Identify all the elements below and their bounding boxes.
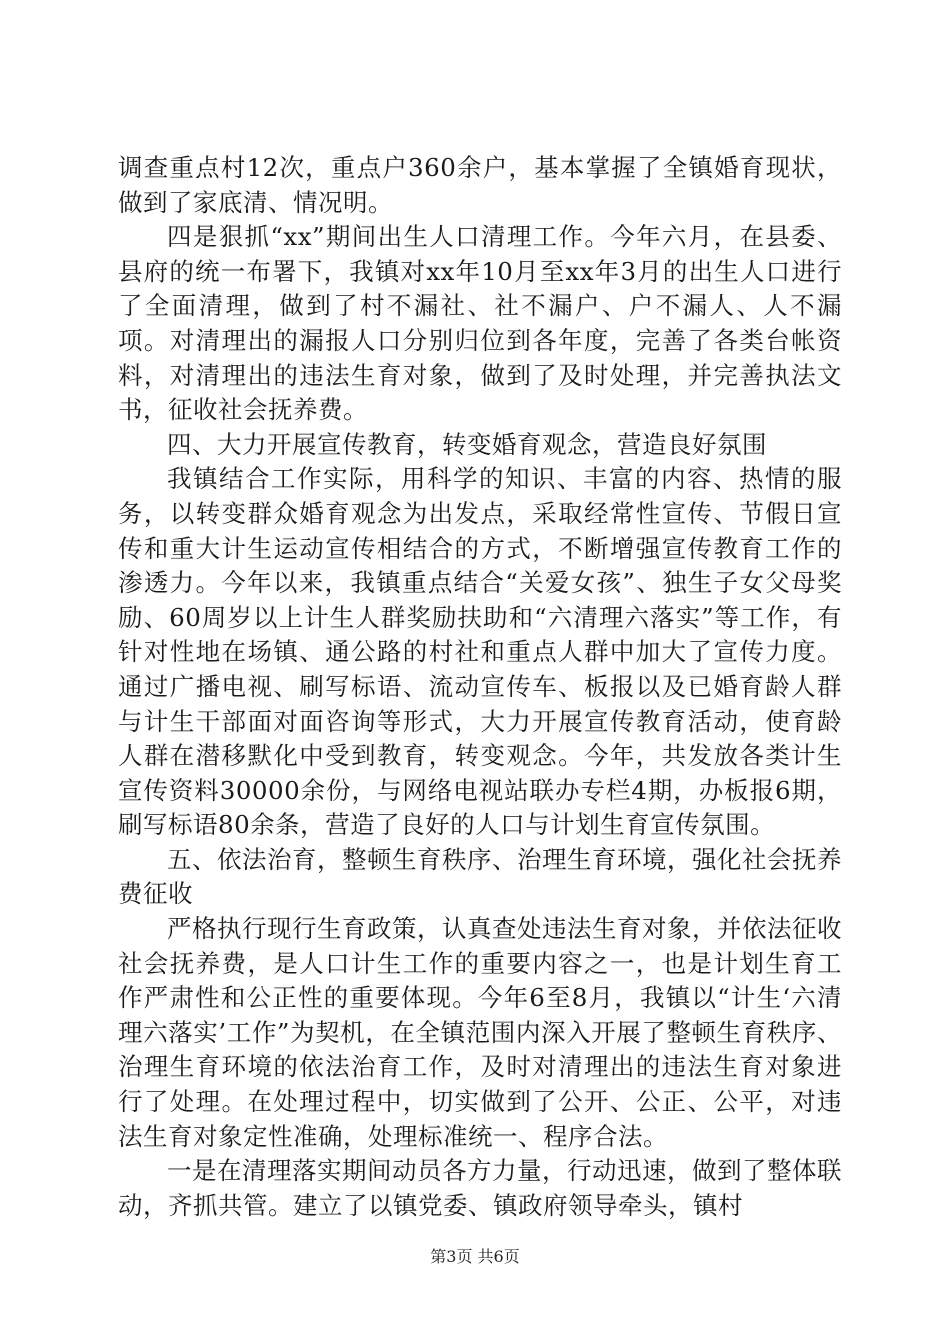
paragraph-item-four: 四是狠抓“xx”期间出生人口清理工作。今年六月，在县委、县府的统一布署下，我镇对xx年10月至xx年3月的出生人口进行了全面清理，做到了村不漏社、社不漏户、户不漏人、人不漏项。对清理出的漏报人口分别归位到各年度，完善了各类台帐资料，对清理出的违法生育对象，做到了及时处理，并完善执法文书，征收社会抚养费。 bbox=[118, 222, 842, 425]
section-heading-five: 五、依法治育，整顿生育秩序、治理生育环境，强化社会抚养费征收 bbox=[118, 844, 842, 909]
paragraph-item-one: 一是在清理落实期间动员各方力量，行动迅速，做到了整体联动，齐抓共管。建立了以镇党委、镇政府领导牵头，镇村 bbox=[118, 1156, 842, 1220]
paragraph-law-enforcement: 严格执行现行生育政策，认真查处违法生育对象，并依法征收社会抚养费，是人口计生工作的重要内容之一，也是计划生育工作严肃性和公正性的重要体现。今年6至8月，我镇以“计生‘六清理六落实’工作”为契机，在全镇范围内深入开展了整顿生育秩序、治理生育环境的依法治育工作，及时对清理出的违法生育对象进行了处理。在处理过程中，切实做到了公开、公正、公平，对违法生育对象定性准确，处理标准统一、程序合法。 bbox=[118, 914, 842, 1151]
paragraph-continuation: 调查重点村12次，重点户360余户，基本掌握了全镇婚育现状，做到了家底清、情况明。 bbox=[118, 153, 842, 217]
section-heading-four: 四、大力开展宣传教育，转变婚育观念，营造良好氛围 bbox=[167, 429, 767, 459]
page-number: 第3页 共6页 bbox=[430, 1247, 520, 1266]
paragraph-publicity: 我镇结合工作实际，用科学的知识、丰富的内容、热情的服务，以转变群众婚育观念为出发点，采取经常性宣传、节假日宣传和重大计生运动宣传相结合的方式，不断增强宣传教育工作的渗透力。今年以来，我镇重点结合“关爱女孩”、独生子女父母奖励、60周岁以上计生人群奖励扶助和“六清理六落实”等工作，有针对性地在场镇、通公路的村社和重点人群中加大了宣传力度。通过广播电视、刷写标语、流动宣传车、板报以及已婚育龄人群与计生干部面对面咨询等形式，大力开展宣传教育活动，使育龄人群在潜移默化中受到教育，转变观念。今年，共发放各类计生宣传资料30000余份，与网络电视站联办专栏4期，办板报6期，刷写标语80余条，营造了良好的人口与计划生育宣传氛围。 bbox=[118, 464, 842, 840]
document-body bbox=[118, 151, 842, 1223]
